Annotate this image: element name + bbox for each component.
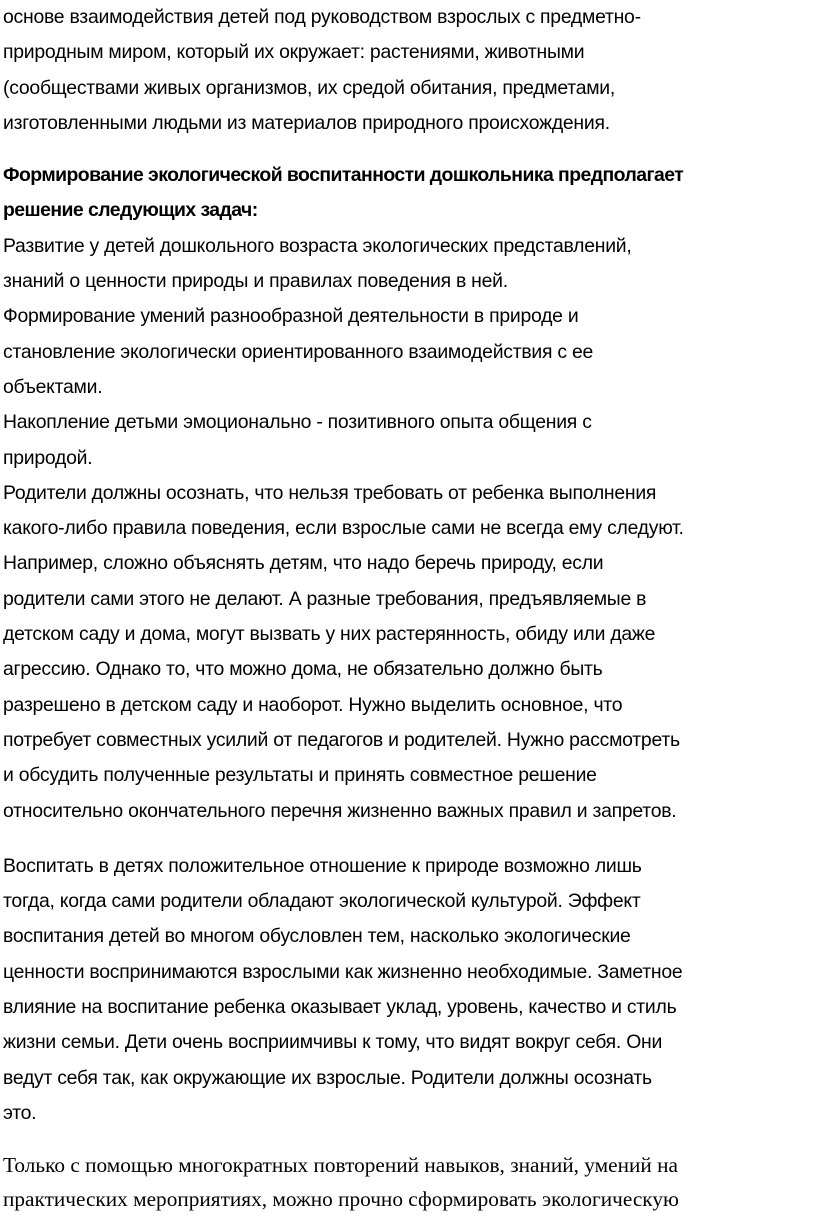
text-line: Родители должны осознать, что нельзя требовать от ребенка выполнения [3, 481, 657, 504]
parents-paragraph [3, 849, 815, 1131]
text-line: это. [3, 1101, 37, 1124]
text-line: ценности воспринимаются взрослыми как жизненно необходимые. Заметное [3, 960, 683, 983]
heading-line: Формирование экологической воспитанности дошкольника предполагает [3, 164, 684, 187]
text-line: практических мероприятиях, можно прочно сформировать экологическую [3, 1187, 679, 1212]
text-line: природным миром, который их окружает: растениями, животными [3, 41, 585, 64]
heading-line: решение следующих задач: [3, 199, 258, 222]
text-line: становление экологически ориентированного взаимодействия с ее [3, 340, 594, 363]
text-line: жизни семьи. Дети очень восприимчивы к тому, что видят вокруг себя. Они [3, 1031, 663, 1054]
text-line: Например, сложно объяснять детям, что надо беречь природу, если [3, 552, 604, 575]
paragraph-gap [3, 829, 815, 849]
text-line: (сообществами живых организмов, их средой обитания, предметами, [3, 76, 616, 99]
text-line: Формирование умений разнообразной деятельности в природе и [3, 305, 579, 328]
text-line: и обсудить полученные результаты и принять совместное решение [3, 764, 597, 787]
text-line: знаний о ценности природы и правилах поведения в ней. [3, 270, 508, 293]
text-line: родители сами этого не делают. А разные требования, предъявляемые в [3, 587, 647, 610]
document-page [3, 0, 815, 1216]
text-line: влияние на воспитание ребенка оказывает уклад, уровень, качество и стиль [3, 996, 677, 1019]
text-line: основе взаимодействия детей под руководством взрослых с предметно- [3, 6, 641, 28]
text-line: Накопление детьми эмоционально - позитивного опыта общения с [3, 411, 592, 434]
text-line: Воспитать в детях положительное отношение к природе возможно лишь [3, 854, 642, 877]
text-line: какого-либо правила поведения, если взрослые сами не всегда ему следуют. [3, 517, 684, 540]
text-line: ведут себя так, как окружающие их взрослые. Родители должны осознать [3, 1066, 652, 1089]
text-line: потребует совместных усилий от педагогов и родителей. Нужно рассмотреть [3, 728, 680, 751]
text-line: агрессию. Однако то, что можно дома, не обязательно должно быть [3, 658, 603, 681]
text-line: детском саду и дома, могут вызвать у них растерянность, обиду или даже [3, 623, 656, 646]
paragraph-gap [3, 141, 815, 158]
text-line: относительно окончательного перечня жизненно важных правил и запретов. [3, 799, 677, 822]
intro-paragraph [3, 0, 815, 141]
text-line: объектами. [3, 375, 103, 398]
text-line: тогда, когда сами родители обладают экологической культурой. Эффект [3, 890, 641, 913]
text-line: Только с помощью многократных повторений навыков, знаний, умений на [3, 1153, 678, 1178]
section-heading [3, 158, 815, 229]
text-line: Развитие у детей дошкольного возраста экологических представлений, [3, 234, 632, 257]
tasks-paragraph [3, 229, 815, 829]
text-line: разрешено в детском саду и наоборот. Нужно выделить основное, что [3, 693, 623, 716]
paragraph-gap [3, 1131, 815, 1148]
text-line: изготовленными людьми из материалов природного происхождения. [3, 111, 610, 134]
text-line: воспитания детей во многом обусловлен тем, насколько экологические [3, 925, 631, 948]
serif-paragraph [3, 1148, 815, 1216]
text-line: природой. [3, 446, 93, 469]
